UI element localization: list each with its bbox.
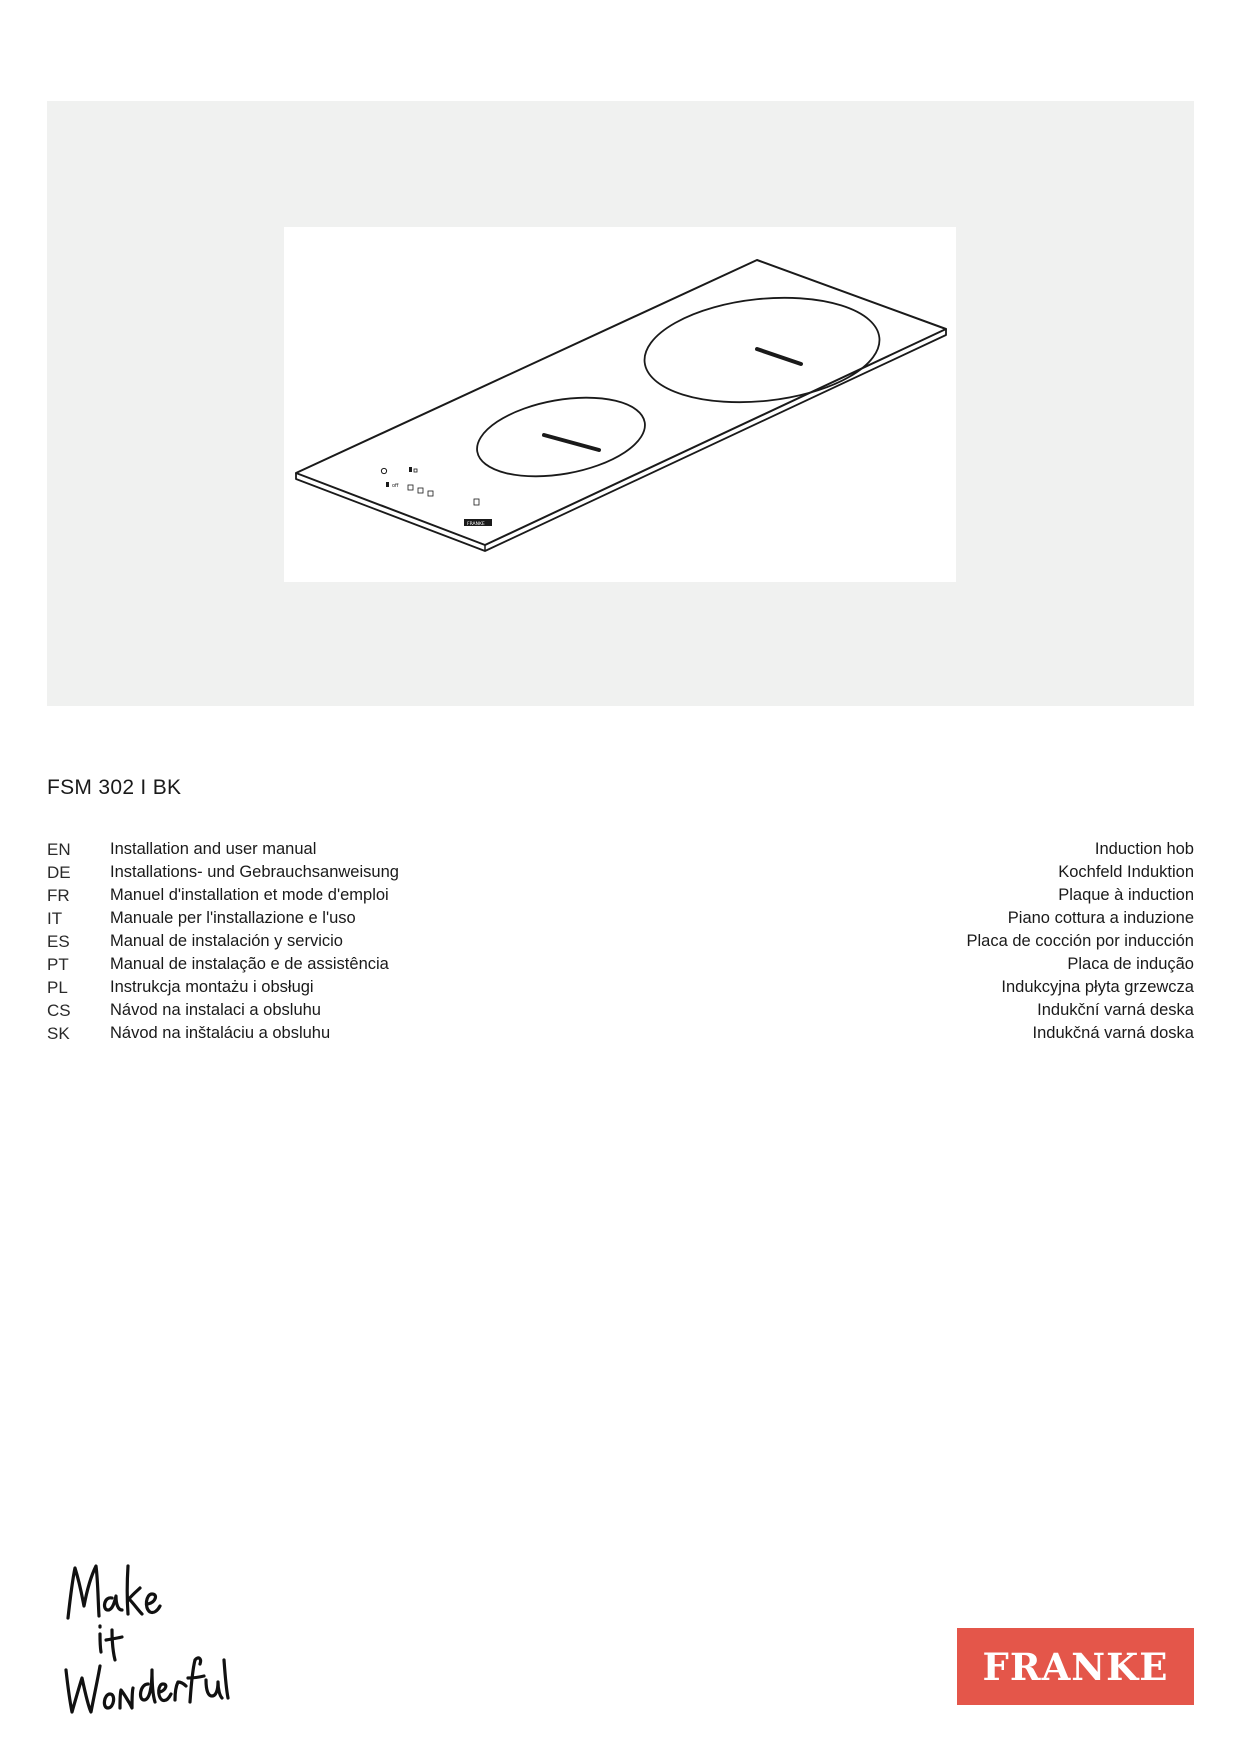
svg-text:off: off	[392, 483, 399, 489]
language-row-pl	[47, 976, 1194, 999]
make-it-wonderful-slogan-icon	[60, 1560, 230, 1725]
product-type: Plaque à induction	[1058, 886, 1194, 904]
product-type: Induction hob	[1094, 840, 1194, 858]
franke-logo	[957, 1628, 1194, 1705]
language-row-es	[47, 930, 1194, 953]
manual-title: Manual de instalação e de assistência	[110, 955, 389, 973]
language-code: EN	[47, 840, 71, 859]
manual-title: Návod na inštaláciu a obsluhu	[110, 1024, 331, 1042]
hero-image-area	[47, 101, 1194, 706]
language-row-cs	[47, 999, 1194, 1022]
product-type: Indukčná varná doska	[1032, 1024, 1194, 1042]
manual-title: Installations- und Gebrauchsanweisung	[110, 863, 399, 881]
language-code: CS	[47, 1001, 71, 1020]
language-code: SK	[47, 1024, 70, 1043]
manual-title: Manual de instalación y servicio	[110, 932, 343, 950]
language-code: PL	[47, 978, 68, 997]
induction-hob-illustration-icon	[284, 227, 956, 582]
product-type: Indukcyjna płyta grzewcza	[1001, 978, 1194, 996]
language-row-fr	[47, 884, 1194, 907]
product-type: Kochfeld Induktion	[1058, 863, 1194, 881]
language-row-de	[47, 861, 1194, 884]
manual-title: Manuale per l'installazione e l'uso	[110, 909, 356, 927]
language-code: DE	[47, 863, 71, 882]
manual-title: Návod na instalaci a obsluhu	[110, 1001, 321, 1019]
manual-title: Installation and user manual	[110, 840, 317, 858]
product-illustration	[284, 227, 956, 582]
handwritten-slogan	[60, 1560, 230, 1725]
product-type: Placa de indução	[1067, 955, 1194, 973]
product-type: Piano cottura a induzione	[1007, 909, 1194, 927]
language-code: FR	[47, 886, 70, 905]
language-row-it	[47, 907, 1194, 930]
manual-title: Manuel d'installation et mode d'emploi	[110, 886, 389, 904]
language-row-pt	[47, 953, 1194, 976]
language-row-sk	[47, 1022, 1194, 1045]
language-code: ES	[47, 932, 70, 951]
product-type: Indukční varná deska	[1037, 1001, 1194, 1019]
product-type: Placa de cocción por inducción	[966, 932, 1194, 950]
model-title: FSM 302 I BK	[47, 776, 182, 799]
panel-brand-label: FRANKE	[467, 522, 485, 527]
brand-logo-text: FRANKE	[982, 1644, 1169, 1689]
language-row-en	[47, 838, 1194, 861]
language-code: IT	[47, 909, 63, 928]
language-code: PT	[47, 955, 69, 974]
manual-title: Instrukcja montażu i obsługi	[110, 978, 314, 996]
language-list	[47, 838, 1194, 1045]
